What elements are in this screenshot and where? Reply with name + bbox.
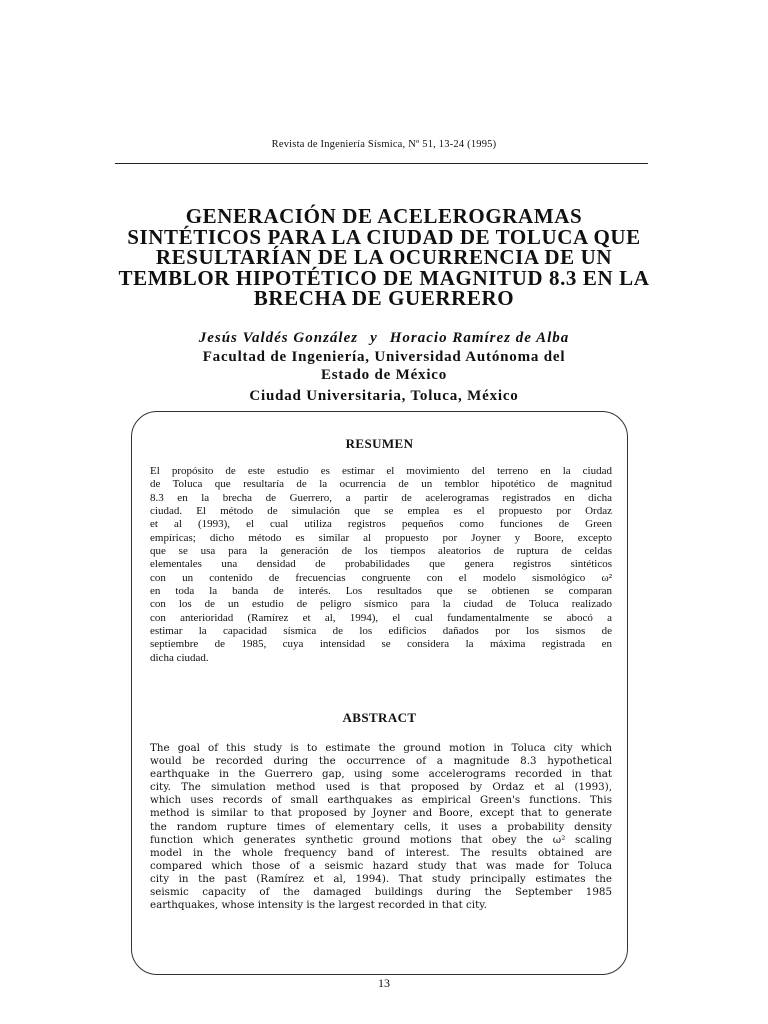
- resumen-line: septiembre de 1985, cuya intensidad se considera la máxima registrada en: [150, 638, 612, 651]
- abstract-line: function which generates synthetic ground motions that obey the ω² scaling: [150, 833, 612, 846]
- abstract-heading: ABSTRACT: [342, 710, 417, 725]
- header-rule: [115, 163, 648, 164]
- resumen-line: estimar la capacidad sísmica de los edificios dañados por los sismos de: [150, 625, 612, 638]
- page-number: 13: [378, 976, 390, 990]
- author-block: [0, 329, 768, 405]
- title-line: GENERACIÓN DE ACELEROGRAMAS: [185, 204, 583, 228]
- abstract-line: which uses records of small earthquakes as empirical Green's functions. This: [150, 794, 612, 807]
- abstract-line: city. The simulation method used is that proposed by Ordaz et al (1993),: [150, 781, 612, 794]
- resumen-text: [150, 465, 612, 665]
- resumen-line: con un contenido de frecuencias congruente con el modelo sismológico ω²: [150, 571, 612, 584]
- resumen-line: dicha ciudad.: [150, 651, 209, 664]
- abstract-line: seismic capacity of the damaged buildings during the September 1985: [150, 886, 612, 899]
- resumen-line: empíricas; dicho método es similar al propuesto por Joyner y Boore, excepto: [150, 531, 612, 544]
- title-line: TEMBLOR HIPOTÉTICO DE MAGNITUD 8.3 EN LA: [118, 265, 650, 290]
- affiliation-line: Facultad de Ingeniería, Universidad Autónoma del: [202, 348, 566, 365]
- author-names: [0, 329, 768, 348]
- resumen-line: El propósito de este estudio es estimar el movimiento del terreno en la ciudad: [150, 465, 612, 477]
- author-1: Jesús Valdés González: [198, 330, 359, 346]
- paper-title: [90, 206, 678, 309]
- resumen-line: ciudad. El método de simulación que se emplea es el propuesto por Ordaz: [150, 505, 612, 518]
- resumen-line: de Toluca que resultaría de la ocurrencia de un temblor hipotético de magnitud: [150, 478, 612, 491]
- abstract-text: [150, 742, 612, 912]
- abstract-line: The goal of this study is to estimate the ground motion in Toluca city which: [150, 742, 612, 754]
- abstract-line: earthquake in the Guerrero gap, using some accelerograms recorded in that: [150, 768, 612, 781]
- resumen-line: 8.3 en la brecha de Guerrero, a partir de acelerogramas registrados en dicha: [150, 491, 612, 504]
- abstract-line: model in the whole frequency band of interest. The results obtained are: [150, 846, 612, 859]
- author-conjunction: y: [370, 330, 378, 346]
- affiliation-city: Ciudad Universitaria, Toluca, México: [249, 387, 519, 404]
- resumen-line: que se usa para la generación de los tiempos aleatorios de ruptura de celdas: [150, 545, 612, 558]
- resumen-line: con anterioridad (Ramírez et al, 1994), el cual fundamentalmente se abocó a: [150, 611, 612, 624]
- abstract-line: method is similar to that proposed by Joyner and Boore, except that to generate: [150, 807, 612, 820]
- journal-citation: Revista de Ingeniería Sísmica, Nº 51, 13-24 (1995): [271, 139, 497, 150]
- title-line: BRECHA DE GUERRERO: [253, 286, 515, 310]
- abstract-line: city in the past (Ramírez et al, 1994). That study principally estimates the: [150, 872, 612, 885]
- abstract-line: compared which those of a seismic hazard study that was made for Toluca: [150, 859, 612, 872]
- author-2: Horacio Ramírez de Alba: [389, 330, 570, 346]
- resumen-line: et al (1993), el cual utiliza registros pequeños como funciones de Green: [150, 518, 612, 531]
- abstract-line: would be recorded during the occurrence of a magnitude 8.3 hypothetical: [150, 755, 612, 768]
- title-line: SINTÉTICOS PARA LA CIUDAD DE TOLUCA QUE: [127, 224, 641, 249]
- resumen-line: con los de un estudio de peligro sísmico para la ciudad de Toluca realizado: [150, 598, 612, 611]
- resumen-line: elementales una densidad de probabilidades que genera registros sintéticos: [150, 558, 612, 571]
- affiliation-line: Estado de México: [320, 367, 448, 383]
- resumen-line: en toda la banda de interés. Los resultados que se obtienen se comparan: [150, 585, 612, 598]
- title-line: RESULTARÍAN DE LA OCURRENCIA DE UN: [155, 245, 613, 269]
- abstract-line: the random rupture times of elementary cells, it uses a probability density: [150, 820, 612, 833]
- abstract-line: earthquakes, whose intensity is the largest recorded in that city.: [150, 899, 487, 912]
- resumen-heading: RESUMEN: [345, 436, 414, 451]
